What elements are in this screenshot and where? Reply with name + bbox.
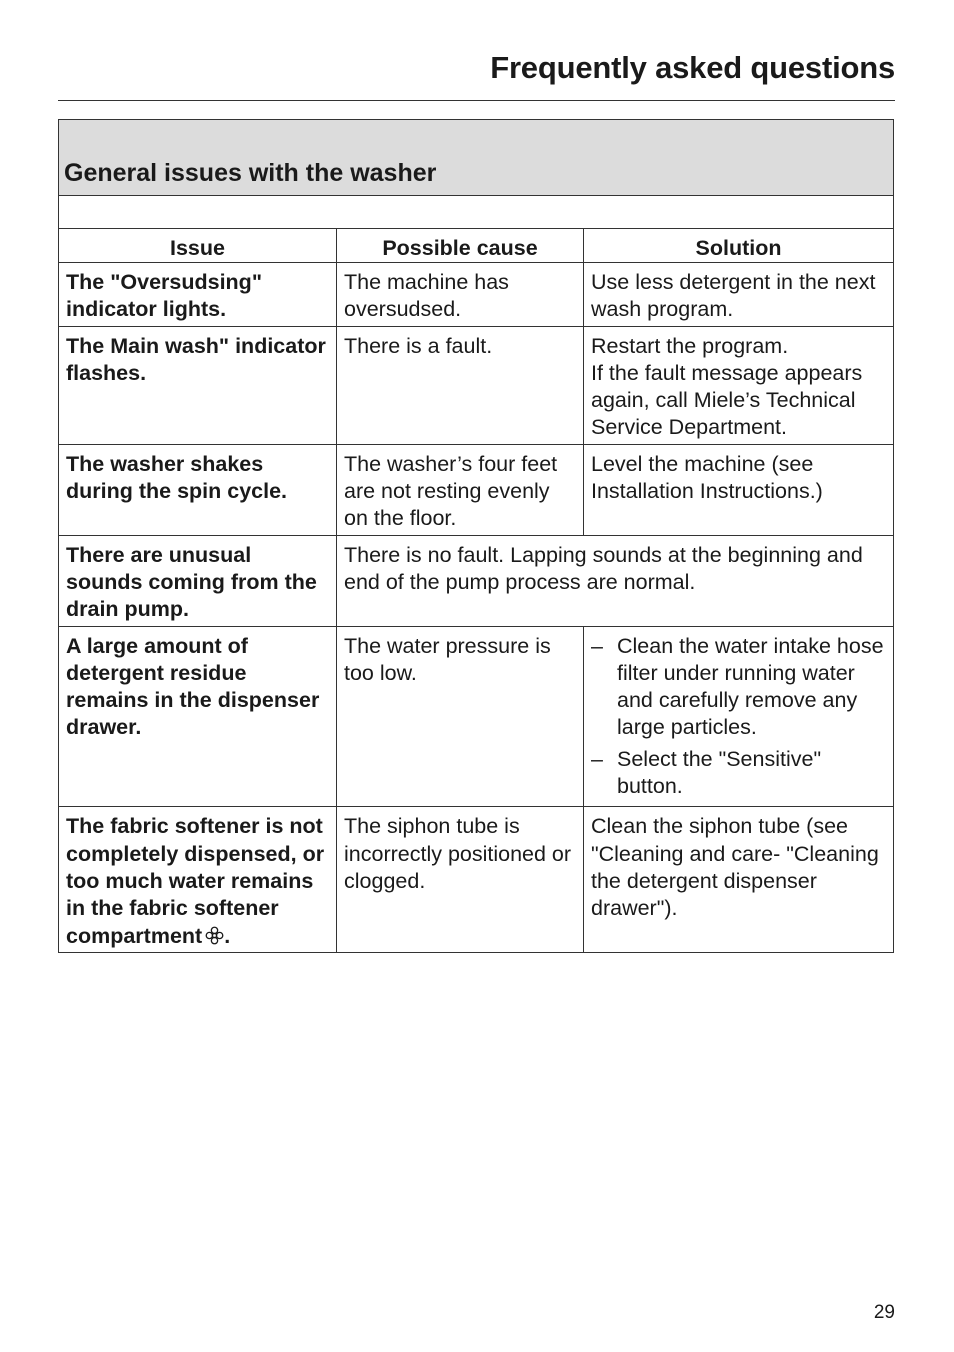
section-header <box>59 120 894 196</box>
issue-cell: There are unusual sounds coming from the drain pump. <box>66 542 317 622</box>
column-header-row <box>59 229 894 263</box>
solution-cell: Use less detergent in the next wash program. <box>591 270 876 322</box>
issue-cell: The Main wash" indicator flashes. <box>66 333 326 385</box>
solution-list <box>591 633 887 801</box>
page-title: Frequently asked questions <box>490 50 895 85</box>
solution-cell: Restart the program. If the fault message appears again, call Miele’s Technical Service Department. <box>591 333 863 440</box>
table-row <box>59 444 894 535</box>
solution-cell <box>584 627 893 807</box>
section-header-row <box>59 120 894 196</box>
spacer-row <box>59 196 894 229</box>
cause-solution-cell: There is no fault. Lapping sounds at the beginning and end of the pump process are normal. <box>344 542 863 594</box>
cause-cell: The machine has oversudsed. <box>344 270 509 322</box>
list-item: – Clean the water intake hose filter under running water and carefully remove any large particles. <box>591 633 887 742</box>
table-row <box>59 807 894 952</box>
table-row <box>59 263 894 327</box>
title-divider <box>58 100 895 101</box>
column-header-solution: Solution <box>584 229 894 263</box>
table-row <box>59 626 894 807</box>
section-title: General issues with the washer <box>64 158 437 187</box>
issue-cell: The washer shakes during the spin cycle. <box>66 451 288 504</box>
solution-cell: Clean the siphon tube (see "Cleaning and care- "Cleaning the detergent dispenser drawer"). <box>591 814 879 921</box>
issue-cell: The "Oversudsing" indicator lights. <box>66 270 263 322</box>
cause-cell: The siphon tube is incorrectly positioned or clogged. <box>344 814 572 893</box>
cause-cell: The water pressure is too low. <box>344 633 551 685</box>
page-number: 29 <box>873 1302 895 1323</box>
issue-cell <box>59 807 336 951</box>
table-row <box>59 535 894 626</box>
issue-suffix: . <box>224 923 231 948</box>
column-header-issue: Issue <box>59 229 337 263</box>
table-row <box>59 326 894 444</box>
list-item: – Select the "Sensitive" button. <box>591 746 887 801</box>
fabric-softener-flower-icon <box>205 926 224 945</box>
issue-cell: A large amount of detergent residue remains in the dispenser drawer. <box>66 633 320 740</box>
faq-table <box>58 119 894 953</box>
column-header-cause: Possible cause <box>337 229 584 263</box>
cause-cell: There is a fault. <box>344 333 493 358</box>
solution-cell: Level the machine (see Installation Instructions.) <box>591 451 823 504</box>
cause-cell: The washer’s four feet are not resting evenly on the floor. <box>344 451 558 531</box>
issue-text: The fabric softener is not completely dispensed, or too much water remains in the fabric softener compartment <box>66 814 325 948</box>
